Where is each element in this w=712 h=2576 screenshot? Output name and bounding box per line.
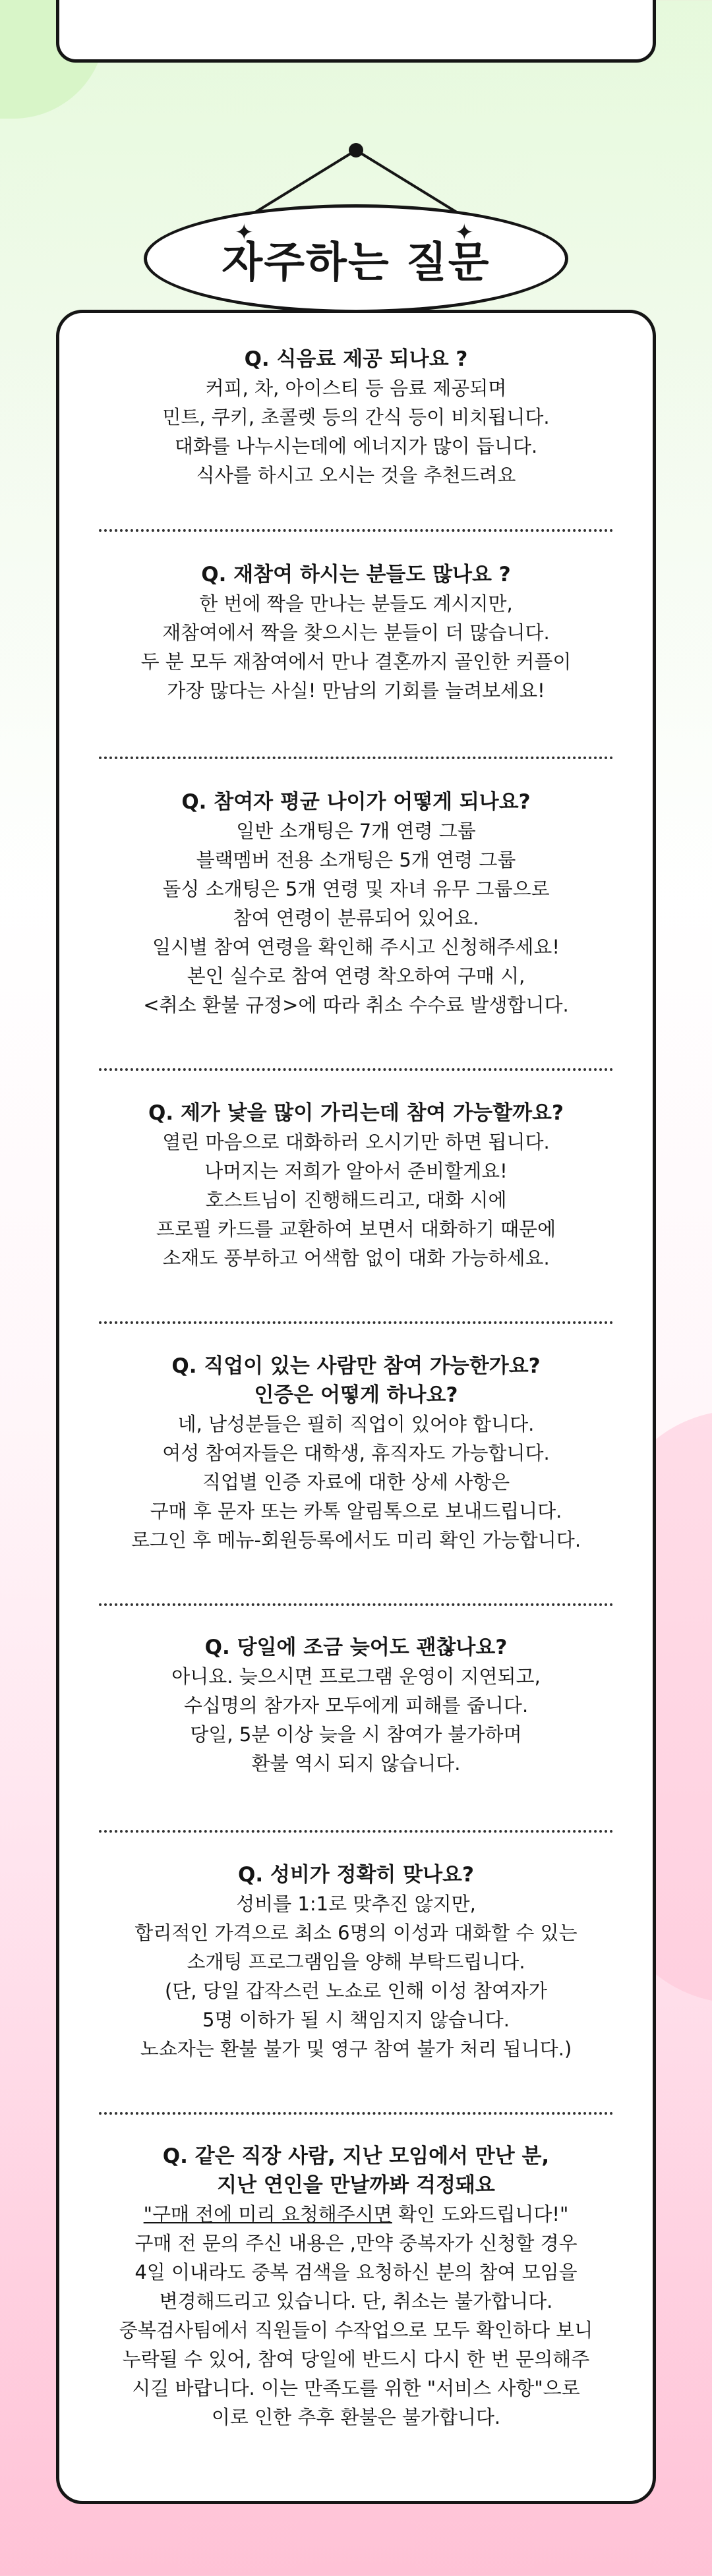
faq-answer-line: 한 번에 짝을 만나는 분들도 계시지만, [199, 592, 513, 615]
faq-item [86, 345, 626, 490]
faq-answer-line: 소개팅 프로그램임을 양해 부탁드립니다. [187, 1951, 525, 1973]
faq-answer-line: 직업별 인증 자료에 대한 상세 사항은 [202, 1471, 510, 1493]
faq-answer-line: 당일, 5분 이상 늦을 시 참여가 불가하며 [190, 1723, 522, 1746]
faq-answer-line: (단, 당일 갑작스런 노쇼로 인해 이성 참여자가 [164, 1980, 548, 2002]
faq-answer-line: 네, 남성분들은 필히 직업이 있어야 합니다. [177, 1413, 535, 1435]
faq-item [86, 787, 626, 1019]
faq-question: Q. 제가 낯을 많이 가리는데 참여 가능할까요? [148, 1101, 564, 1125]
faq-answer-line: 변경해드리고 있습니다. 단, 취소는 불가합니다. [159, 2290, 553, 2312]
dotted-divider [99, 1603, 613, 1606]
faq-answer-line: 열린 마음으로 대화하러 오시기만 하면 됩니다. [162, 1131, 550, 1153]
faq-question: Q. 식음료 제공 되나요 ? [244, 347, 468, 371]
faq-answer-line [86, 2200, 626, 2229]
faq-answer-line: 로그인 후 메뉴-회원등록에서도 미리 확인 가능합니다. [131, 1529, 581, 1551]
faq-item [86, 1099, 626, 1273]
highlighted-request-text: "구매 전에 미리 요청해주시면 [143, 2203, 392, 2225]
faq-question: Q. 직업이 있는 사람만 참여 가능한가요? [171, 1354, 541, 1378]
page-title: 자주하는 질문 [222, 238, 490, 287]
faq-item [86, 2142, 626, 2432]
dotted-divider [99, 529, 613, 532]
faq-answer-line: 민트, 쿠키, 초콜렛 등의 간식 등이 비치됩니다. [162, 406, 550, 428]
sparkle-icon: ✦ [235, 219, 254, 246]
faq-answer-line: 블랙멤버 전용 소개팅은 5개 연령 그룹 [196, 849, 516, 871]
faq-item [86, 1860, 626, 2063]
faq-item [86, 560, 626, 705]
faq-title-sign [144, 204, 568, 313]
faq-answer-line: 일시별 참여 연령을 확인해 주시고 신청해주세요! [152, 936, 560, 958]
dotted-divider [99, 1321, 613, 1324]
faq-answer-line: 시길 바랍니다. 이는 만족도를 위한 "서비스 사항"으로 [132, 2377, 580, 2399]
faq-answer-line: 여성 참여자들은 대학생, 휴직자도 가능합니다. [162, 1442, 550, 1464]
faq-answer-line: 누락될 수 있어, 참여 당일에 반드시 다시 한 번 문의해주 [122, 2348, 590, 2370]
faq-question: 인증은 어떻게 하나요? [254, 1383, 458, 1407]
faq-answer-line: 대화를 나누시는데에 에너지가 많이 듭니다. [174, 435, 538, 457]
faq-answer-line: 본인 실수로 참여 연령 착오하여 구매 시, [187, 965, 525, 987]
sparkle-icon: ✦ [455, 219, 474, 246]
faq-question: Q. 성비가 정확히 맞나요? [237, 1863, 474, 1887]
faq-answer-line: 성비를 1:1로 맞추진 않지만, [236, 1893, 476, 1915]
faq-answer-line: 소재도 풍부하고 어색함 없이 대화 가능하세요. [162, 1247, 550, 1269]
faq-answer-line: 이로 인한 추후 환불은 불가합니다. [211, 2406, 501, 2428]
faq-answer-line: 4일 이내라도 중복 검색을 요청하신 분의 참여 모임을 [134, 2261, 578, 2283]
faq-answer-line: 참여 연령이 분류되어 있어요. [233, 907, 479, 929]
faq-answer-line: 중복검사팀에서 직원들이 수작업으로 모두 확인하다 보니 [119, 2319, 593, 2341]
faq-answer-line: 가장 많다는 사실! 만남의 기회를 늘려보세요! [167, 679, 545, 702]
nail-icon [349, 143, 363, 157]
dotted-divider [99, 757, 613, 759]
faq-answer-line: 아니요. 늦으시면 프로그램 운영이 지연되고, [171, 1665, 541, 1688]
faq-item [86, 1633, 626, 1778]
dotted-divider [99, 2112, 613, 2115]
dotted-divider [99, 1068, 613, 1071]
faq-answer-line: 두 분 모두 재참여에서 만나 결혼까지 골인한 커플이 [140, 650, 572, 673]
faq-item [86, 1352, 626, 1555]
faq-question: Q. 같은 직장 사람, 지난 모임에서 만난 분, [162, 2144, 550, 2168]
faq-answer-line: 구매 전 문의 주신 내용은 ,만약 중복자가 신청할 경우 [134, 2232, 578, 2254]
faq-answer-line: 노쇼자는 환불 불가 및 영구 참여 불가 처리 됩니다.) [140, 2038, 572, 2060]
faq-question: Q. 당일에 조금 늦어도 괜찮나요? [204, 1636, 508, 1659]
faq-answer-line: 호스트님이 진행해드리고, 대화 시에 [205, 1189, 507, 1211]
faq-answer-line: 재참여에서 짝을 찾으시는 분들이 더 많습니다. [162, 621, 550, 644]
faq-question: Q. 참여자 평균 나이가 어떻게 되나요? [181, 790, 531, 814]
faq-answer-line: 커피, 차, 아이스티 등 음료 제공되며 [205, 377, 507, 399]
faq-answer-line: 환불 역시 되지 않습니다. [251, 1752, 461, 1775]
faq-answer-line: 구매 후 문자 또는 카톡 알림톡으로 보내드립니다. [150, 1500, 562, 1522]
faq-answer-line: 프로필 카드를 교환하여 보면서 대화하기 때문에 [156, 1218, 556, 1240]
faq-answer-line: 5명 이하가 될 시 책임지지 않습니다. [202, 2009, 510, 2031]
faq-answer-text: 확인 도와드립니다!" [392, 2203, 569, 2225]
faq-answer-line: 돌싱 소개팅은 5개 연령 및 자녀 유무 그룹으로 [162, 878, 550, 900]
faq-answer-line: 수십명의 참가자 모두에게 피해를 줍니다. [183, 1694, 529, 1717]
faq-card [56, 310, 656, 2504]
faq-question: Q. 재참여 하시는 분들도 많나요 ? [201, 563, 511, 587]
faq-answer-line: 나머지는 저희가 알아서 준비할게요! [204, 1160, 508, 1182]
faq-question: 지난 연인을 만날까봐 걱정돼요 [217, 2173, 495, 2197]
faq-answer-line: 합리적인 가격으로 최소 6명의 이성과 대화할 수 있는 [134, 1922, 578, 1944]
dotted-divider [99, 1830, 613, 1833]
faq-answer-line: <취소 환불 규정>에 따라 취소 수수료 발생합니다. [143, 994, 569, 1016]
faq-answer-line: 식사를 하시고 오시는 것을 추천드려요 [196, 464, 516, 486]
faq-answer-line: 일반 소개팅은 7개 연령 그룹 [236, 820, 476, 842]
